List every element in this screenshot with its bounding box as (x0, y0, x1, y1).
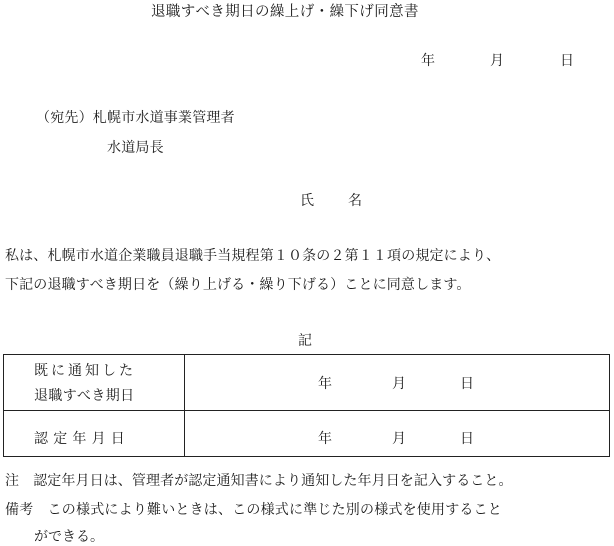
notified-date-month-field[interactable]: 月 (392, 376, 406, 392)
name-label-second-char: 名 (348, 193, 362, 209)
ki-heading: 記 (298, 333, 312, 349)
notified-date-year-field[interactable]: 年 (318, 376, 332, 392)
remarks-line-1: 備考 この様式により難いときは、この様式に準じた別の様式を使用すること (5, 502, 502, 518)
addressee-sub-line: 水道局長 (107, 140, 164, 156)
table-row-divider (4, 410, 609, 411)
notified-date-day-field[interactable]: 日 (460, 376, 474, 392)
date-month-label: 月 (490, 53, 504, 69)
notified-date-label-line-2: 退職すべき期日 (34, 388, 135, 404)
dates-table (3, 354, 610, 457)
body-text-line-2: 下記の退職すべき期日を（繰り上げる・繰り下げる）ことに同意します。 (5, 277, 471, 293)
body-text-line-1: 私は、札幌市水道企業職員退職手当規程第１０条の２第１１項の規定により、 (5, 248, 501, 264)
approval-date-label: 認定年月日 (34, 431, 130, 447)
addressee-line: （宛先）札幌市水道事業管理者 (36, 110, 235, 126)
note-line: 注 認定年月日は、管理者が認定通知書により通知した年月日を記入すること。 (5, 473, 513, 489)
table-column-divider (184, 355, 185, 456)
approval-date-month-field[interactable]: 月 (392, 431, 406, 447)
date-year-label: 年 (421, 53, 435, 69)
approval-date-year-field[interactable]: 年 (318, 431, 332, 447)
document-title: 退職すべき期日の繰上げ・繰下げ同意書 (151, 4, 419, 20)
name-label-first-char: 氏 (300, 193, 314, 209)
date-day-label: 日 (560, 53, 574, 69)
approval-date-day-field[interactable]: 日 (460, 431, 474, 447)
remarks-line-2: ができる。 (34, 529, 104, 545)
notified-date-label-line-1: 既に通知した (34, 363, 136, 379)
